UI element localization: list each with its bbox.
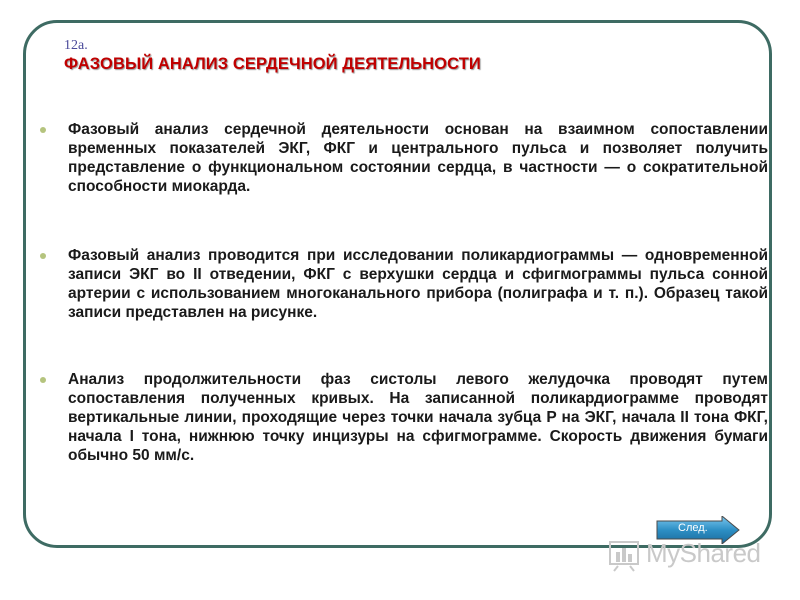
bullet-text: Фазовый анализ сердечной деятельности основан на взаимном сопоставлении временных показателей ЭКГ, ФКГ и центрального пульса и позволяет получить представление о функциональном состоянии сердца, в частности — о сократительной способности миокарда.: [68, 121, 768, 195]
chart-icon: [608, 536, 644, 572]
watermark: [608, 534, 778, 574]
bullet-text: Анализ продолжительности фаз систолы левого желудочка проводят путем сопоставления полученных кривых. На записанной поликардиограмме проводят вертикальные линии, проходящие через точки начала зубца P на ЭКГ, начала II тона ФКГ, начала I тона, нижнюю точку инцизуры на сфигмограмме. Скорость движения бумаги обычно 50 мм/с.: [68, 371, 768, 464]
bullet-icon: [40, 253, 46, 259]
bullet-icon: [40, 377, 46, 383]
slide-number: 12a.: [64, 38, 88, 53]
bullet-text: Фазовый анализ проводится при исследовании поликардиограммы — одновременной записи ЭКГ во II отведении, ФКГ с верхушки сердца и сфигмограммы пульса сонной артерии с использованием многоканального прибора (полиграфа и т. п.). Образец такой записи представлен на рисунке.: [68, 247, 768, 321]
next-button-label: След.: [678, 522, 708, 534]
bullet-icon: [40, 127, 46, 133]
slide-title: ФАЗОВЫЙ АНАЛИЗ СЕРДЕЧНОЙ ДЕЯТЕЛЬНОСТИ: [64, 55, 481, 73]
watermark-text: MyShared: [646, 538, 761, 568]
